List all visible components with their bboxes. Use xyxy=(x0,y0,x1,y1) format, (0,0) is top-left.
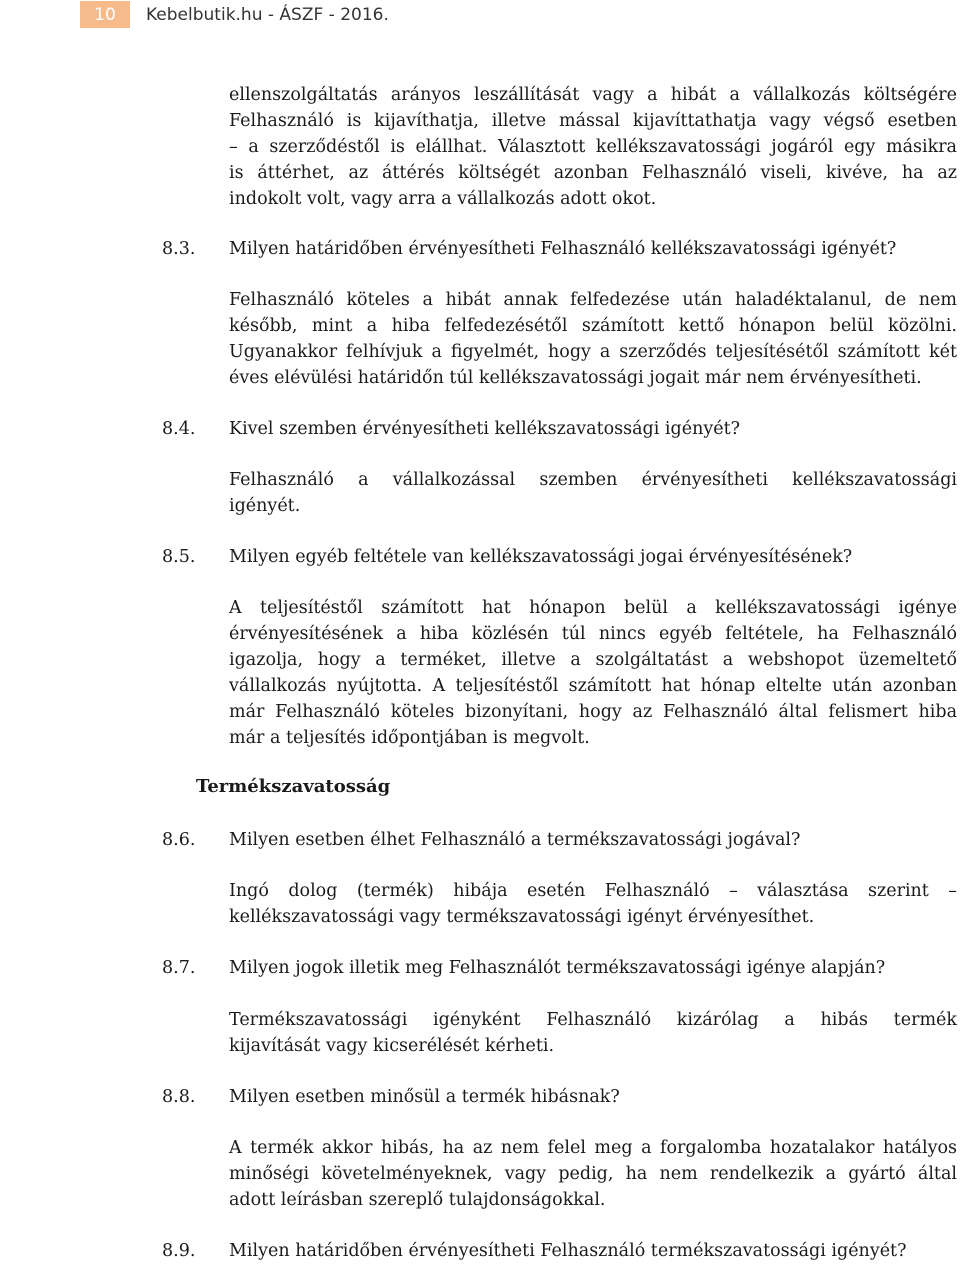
text-line: érvényesítésének a hiba közlésén túl nincs egyéb feltétele, ha Felhasználó xyxy=(229,624,957,644)
page-number-badge: 10 xyxy=(80,1,130,28)
section-number: 8.3. xyxy=(162,239,196,259)
section-answer-8-4 xyxy=(229,467,957,519)
header-title: Kebelbutik.hu - ÁSZF - 2016. xyxy=(146,5,389,25)
section-number: 8.4. xyxy=(162,419,196,439)
section-question-8-7 xyxy=(162,955,885,981)
question-text: Kivel szemben érvényesítheti kellékszavatossági igényét? xyxy=(229,419,741,439)
text-line: Ugyanakkor felhívjuk a figyelmét, hogy a szerződés teljesítésétől számított két xyxy=(229,342,957,362)
section-number: 8.7. xyxy=(162,958,196,978)
text-line: adott leírásban szereplő tulajdonságokkal. xyxy=(229,1190,606,1210)
text-line: is áttérhet, az áttérés költségét azonban Felhasználó viseli, kivéve, ha az xyxy=(229,163,957,183)
text-line: A teljesítéstől számított hat hónapon belül a kellékszavatossági igénye xyxy=(229,598,957,618)
text-line: – a szerződéstől is elállhat. Választott kellékszavatossági jogáról egy másikra xyxy=(229,137,957,157)
section-question-8-5 xyxy=(162,544,852,570)
text-line: kellékszavatossági vagy termékszavatossági igényt érvényesíthet. xyxy=(229,907,815,927)
text-line: Felhasználó köteles a hibát annak felfedezése után haladéktalanul, de nem xyxy=(229,290,957,310)
text-line: igényét. xyxy=(229,496,301,516)
question-text: Milyen esetben élhet Felhasználó a termékszavatossági jogával? xyxy=(229,830,801,850)
text-line: éves elévülési határidőn túl kellékszavatossági jogait már nem érvényesítheti. xyxy=(229,368,922,388)
text-line: már a teljesítés időpontjában is megvolt. xyxy=(229,728,590,748)
section-question-8-8 xyxy=(162,1084,620,1110)
page-header xyxy=(0,0,960,32)
text-line: Felhasználó a vállalkozással szemben érvényesítheti kellékszavatossági xyxy=(229,470,957,490)
question-text: Milyen határidőben érvényesítheti Felhasználó kellékszavatossági igényét? xyxy=(229,239,897,259)
text-line: igazolja, hogy a terméket, illetve a szolgáltatást a webshopot üzemeltető xyxy=(229,650,957,670)
section-answer-8-8 xyxy=(229,1135,957,1213)
section-question-8-3 xyxy=(162,236,896,262)
question-text: Milyen egyéb feltétele van kellékszavatossági jogai érvényesítésének? xyxy=(229,547,853,567)
section-number: 8.9. xyxy=(162,1241,196,1261)
text-line: vállalkozás nyújtotta. A teljesítéstől számított hat hónap eltelte után azonban xyxy=(229,676,957,696)
section-question-8-6 xyxy=(162,827,800,853)
intro-paragraph xyxy=(229,82,957,212)
section-answer-8-3 xyxy=(229,287,957,391)
text-line: Felhasználó is kijavíthatja, illetve mással kijavíttathatja vagy végső esetben xyxy=(229,111,957,131)
text-line: minőségi követelményeknek, vagy pedig, ha nem rendelkezik a gyártó által xyxy=(229,1164,957,1184)
text-line: Ingó dolog (termék) hibája esetén Felhasználó – választása szerint – xyxy=(229,881,957,901)
question-text: Milyen határidőben érvényesítheti Felhasználó termékszavatossági igényét? xyxy=(229,1241,907,1261)
question-text: Milyen jogok illetik meg Felhasználót termékszavatossági igénye alapján? xyxy=(229,958,886,978)
text-line: indokolt volt, vagy arra a vállalkozás adott okot. xyxy=(229,189,657,209)
text-line: később, mint a hiba felfedezésétől számított kettő hónapon belül közölni. xyxy=(229,316,957,336)
text-line: Termékszavatossági igényként Felhasználó kizárólag a hibás termék xyxy=(229,1010,957,1030)
section-number: 8.6. xyxy=(162,830,196,850)
section-heading: Termékszavatosság xyxy=(196,776,391,797)
section-question-8-9 xyxy=(162,1238,906,1264)
question-text: Milyen esetben minősül a termék hibásnak? xyxy=(229,1087,620,1107)
text-line: ellenszolgáltatás arányos leszállítását vagy a hibát a vállalkozás költségére xyxy=(229,85,957,105)
section-answer-8-6 xyxy=(229,878,957,930)
text-line: már Felhasználó köteles bizonyítani, hogy az Felhasználó által felismert hiba xyxy=(229,702,957,722)
section-number: 8.5. xyxy=(162,547,196,567)
text-line: kijavítását vagy kicserélését kérheti. xyxy=(229,1036,555,1056)
text-line: A termék akkor hibás, ha az nem felel meg a forgalomba hozatalakor hatályos xyxy=(229,1138,957,1158)
section-question-8-4 xyxy=(162,416,740,442)
section-answer-8-5 xyxy=(229,595,957,751)
section-number: 8.8. xyxy=(162,1087,196,1107)
section-answer-8-7 xyxy=(229,1007,957,1059)
